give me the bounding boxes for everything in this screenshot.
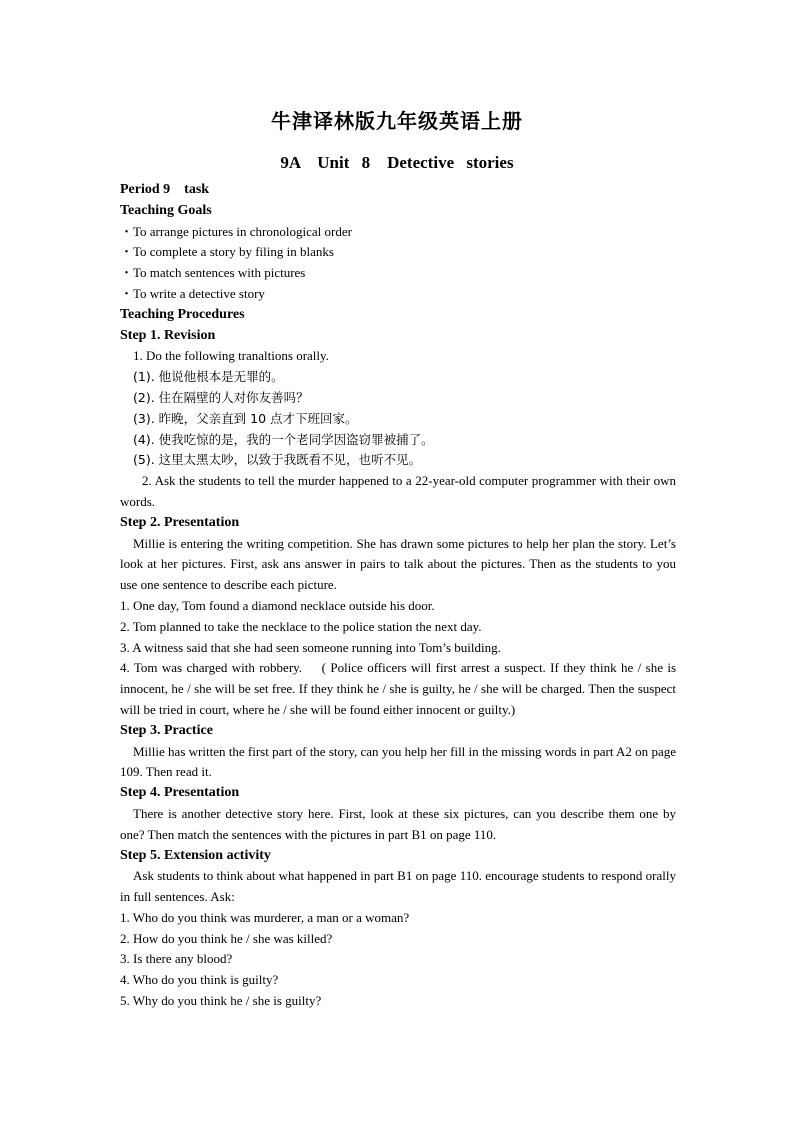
document-body (120, 180, 676, 1012)
question-item: 1. Who do you think was murderer, a man or a woman? (120, 909, 410, 925)
question-item: 3. Is there any blood? (120, 951, 233, 967)
step5-heading: Step 5. Extension activity (120, 847, 271, 863)
step2-item: 3. A witness said that she had seen someone running into Tom’s building. (120, 639, 501, 655)
step2-heading: Step 2. Presentation (120, 514, 240, 530)
step5-paragraph: Ask students to think about what happened in part B1 on page 110. encourage students to respond orally in full sentences. Ask: (120, 868, 676, 905)
document-subtitle: 9A Unit 8 Detective stories (280, 153, 514, 172)
step1-task2: 2. Ask the students to tell the murder happened to a 22-year-old computer programmer with their own words. (120, 473, 676, 509)
step1-heading: Step 1. Revision (120, 327, 216, 343)
translation-item: (3). 昨晚，父亲直到 10 点才下班回家。 (133, 410, 358, 426)
question-item: 4. Who do you think is guilty? (120, 972, 279, 988)
step2-item: 4. Tom was charged with robbery. ( Police officers will first arrest a suspect. If they think he / she is innocent, he / she will be set free. If they think he / she is guilty, he / she will be charged. Then the suspect will be tried in court, where he / she will be found either innocent or guilty.) (120, 660, 676, 717)
translation-item: (4). 使我吃惊的是，我的一个老同学因盗窃罪被捕了。 (133, 431, 434, 447)
step3-paragraph: Millie has written the first part of the story, can you help her fill in the missing words in part A2 on page 109. Then read it. (120, 743, 676, 780)
step3-heading: Step 3. Practice (120, 722, 213, 738)
goal-item: ・To match sentences with pictures (120, 265, 306, 281)
teaching-goals-heading: Teaching Goals (120, 202, 212, 218)
step4-heading: Step 4. Presentation (120, 785, 240, 801)
goal-item: ・To complete a story by filing in blanks (120, 244, 334, 260)
period-label: Period 9 task (120, 182, 210, 197)
translation-item: (2). 住在隔壁的人对你友善吗？ (133, 389, 309, 405)
question-item: 2. How do you think he / she was killed? (120, 930, 333, 946)
step1-intro: 1. Do the following tranaltions orally. (133, 348, 329, 364)
step2-item: 1. One day, Tom found a diamond necklace outside his door. (120, 597, 435, 613)
question-item: 5. Why do you think he / she is guilty? (120, 993, 322, 1009)
step2-paragraph: Millie is entering the writing competition. She has drawn some pictures to help her plan the story. Let’s look at her pictures. First, ask ans answer in pairs to talk about the pictures. Then as the students to you use one sentence to describe each picture. (120, 535, 676, 593)
translation-item: (5). 这里太黑太吵，以致于我既看不见，也听不见。 (133, 452, 422, 468)
teaching-procedures-heading: Teaching Procedures (120, 306, 245, 322)
document-title: 牛津译林版九年级英语上册 (271, 109, 523, 133)
step4-paragraph: There is another detective story here. First, look at these six pictures, can you describe them one by one? Then match the sentences with the pictures in part B1 on page 110. (120, 805, 676, 842)
translation-item: (1). 他说他根本是无罪的。 (133, 369, 284, 385)
step2-item: 2. Tom planned to take the necklace to the police station the next day. (120, 618, 482, 634)
goal-item: ・To arrange pictures in chronological order (120, 223, 352, 239)
goal-item: ・To write a detective story (120, 285, 265, 301)
